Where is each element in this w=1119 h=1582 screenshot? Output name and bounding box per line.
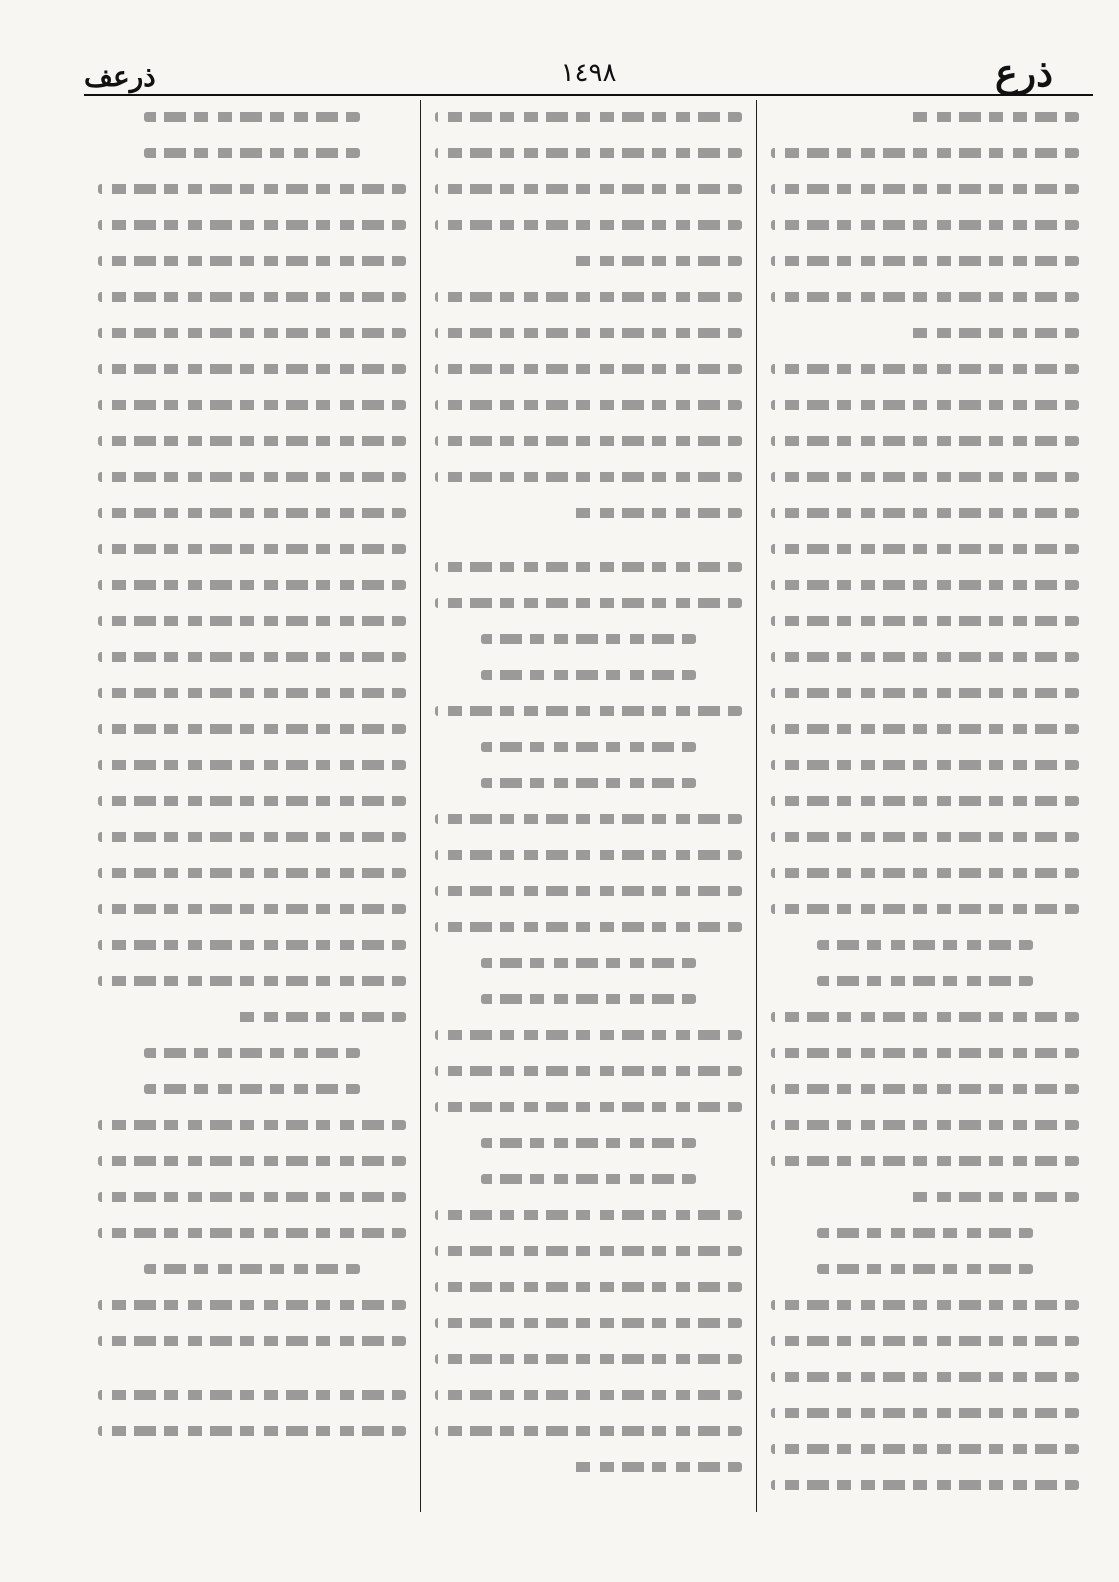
text-line	[98, 544, 406, 554]
text-line	[771, 256, 1079, 266]
text-line	[435, 814, 743, 824]
text-line	[98, 940, 406, 950]
text-line	[98, 1426, 406, 1436]
text-line	[771, 220, 1079, 230]
text-line	[98, 652, 406, 662]
verse-line	[817, 1264, 1032, 1274]
text-line	[98, 1300, 406, 1310]
text-line	[771, 184, 1079, 194]
text-line	[435, 436, 743, 446]
text-line	[98, 904, 406, 914]
text-line	[771, 1372, 1079, 1382]
text-line	[771, 796, 1079, 806]
text-line	[98, 364, 406, 374]
text-columns	[84, 100, 1093, 1512]
text-line	[435, 1318, 743, 1328]
text-line	[98, 796, 406, 806]
text-line	[771, 1084, 1079, 1094]
text-line	[98, 724, 406, 734]
text-line	[435, 328, 743, 338]
text-line	[771, 580, 1079, 590]
verse-line	[481, 742, 696, 752]
page-number: ١٤٩٨	[560, 58, 617, 88]
text-line	[98, 256, 406, 266]
text-line	[98, 976, 406, 986]
text-line	[98, 508, 406, 518]
column-left	[84, 100, 421, 1512]
text-line	[98, 400, 406, 410]
page-header	[84, 40, 1093, 100]
text-line	[771, 724, 1079, 734]
text-line	[435, 1066, 743, 1076]
text-line	[98, 220, 406, 230]
text-line	[771, 364, 1079, 374]
text-line	[98, 472, 406, 482]
text-line	[98, 1336, 406, 1346]
text-line	[98, 436, 406, 446]
verse-line	[481, 670, 696, 680]
spacer	[98, 1372, 406, 1390]
text-line	[435, 1210, 743, 1220]
verse-line	[481, 994, 696, 1004]
verse-line	[817, 940, 1032, 950]
text-line	[435, 184, 743, 194]
verse-line	[817, 976, 1032, 986]
text-line	[435, 112, 743, 122]
text-line	[98, 1228, 406, 1238]
text-line	[771, 1012, 1079, 1022]
text-line	[98, 580, 406, 590]
text-line	[573, 256, 742, 266]
text-line	[435, 1390, 743, 1400]
text-line	[435, 1102, 743, 1112]
text-line	[771, 868, 1079, 878]
text-line	[771, 760, 1079, 770]
text-line	[435, 1354, 743, 1364]
text-line	[435, 562, 743, 572]
text-line	[98, 328, 406, 338]
text-line	[435, 400, 743, 410]
text-line	[771, 1156, 1079, 1166]
text-line	[98, 292, 406, 302]
text-line	[98, 688, 406, 698]
text-line	[771, 652, 1079, 662]
text-line	[435, 706, 743, 716]
text-line	[771, 1336, 1079, 1346]
text-line	[771, 544, 1079, 554]
text-line	[771, 688, 1079, 698]
text-line	[236, 1012, 405, 1022]
verse-line	[144, 148, 359, 158]
text-line	[435, 220, 743, 230]
header-root-word-left: ذرعف	[84, 60, 156, 93]
header-root-word-right: ذرع	[995, 50, 1053, 95]
verse-line	[144, 1084, 359, 1094]
text-line	[910, 112, 1079, 122]
text-line	[771, 1120, 1079, 1130]
text-line	[771, 436, 1079, 446]
text-line	[435, 886, 743, 896]
header-rule	[84, 94, 1093, 96]
text-line	[771, 472, 1079, 482]
text-line	[98, 1390, 406, 1400]
text-line	[771, 1408, 1079, 1418]
text-line	[435, 1282, 743, 1292]
text-line	[98, 1156, 406, 1166]
verse-line	[144, 1048, 359, 1058]
text-line	[771, 904, 1079, 914]
text-line	[98, 184, 406, 194]
text-line	[771, 292, 1079, 302]
text-line	[771, 1300, 1079, 1310]
spacer	[435, 544, 743, 562]
text-line	[771, 1048, 1079, 1058]
text-line	[771, 616, 1079, 626]
text-line	[98, 832, 406, 842]
verse-line	[481, 958, 696, 968]
text-line	[98, 616, 406, 626]
text-line	[771, 1480, 1079, 1490]
text-line	[573, 1462, 742, 1472]
text-line	[435, 1426, 743, 1436]
text-line	[771, 400, 1079, 410]
text-line	[910, 328, 1079, 338]
text-line	[435, 922, 743, 932]
text-line	[435, 598, 743, 608]
text-line	[910, 1192, 1079, 1202]
text-line	[435, 850, 743, 860]
text-line	[98, 868, 406, 878]
text-line	[98, 1120, 406, 1130]
text-line	[98, 760, 406, 770]
verse-line	[481, 778, 696, 788]
verse-line	[481, 1138, 696, 1148]
verse-line	[817, 1228, 1032, 1238]
text-line	[573, 508, 742, 518]
column-right	[757, 100, 1093, 1512]
text-line	[435, 148, 743, 158]
text-line	[771, 1444, 1079, 1454]
column-middle	[421, 100, 758, 1512]
text-line	[771, 508, 1079, 518]
text-line	[771, 832, 1079, 842]
text-line	[771, 148, 1079, 158]
verse-line	[481, 634, 696, 644]
text-line	[435, 364, 743, 374]
text-line	[435, 472, 743, 482]
verse-line	[144, 112, 359, 122]
text-line	[98, 1192, 406, 1202]
text-line	[435, 1030, 743, 1040]
text-line	[435, 292, 743, 302]
verse-line	[144, 1264, 359, 1274]
text-line	[435, 1246, 743, 1256]
verse-line	[481, 1174, 696, 1184]
